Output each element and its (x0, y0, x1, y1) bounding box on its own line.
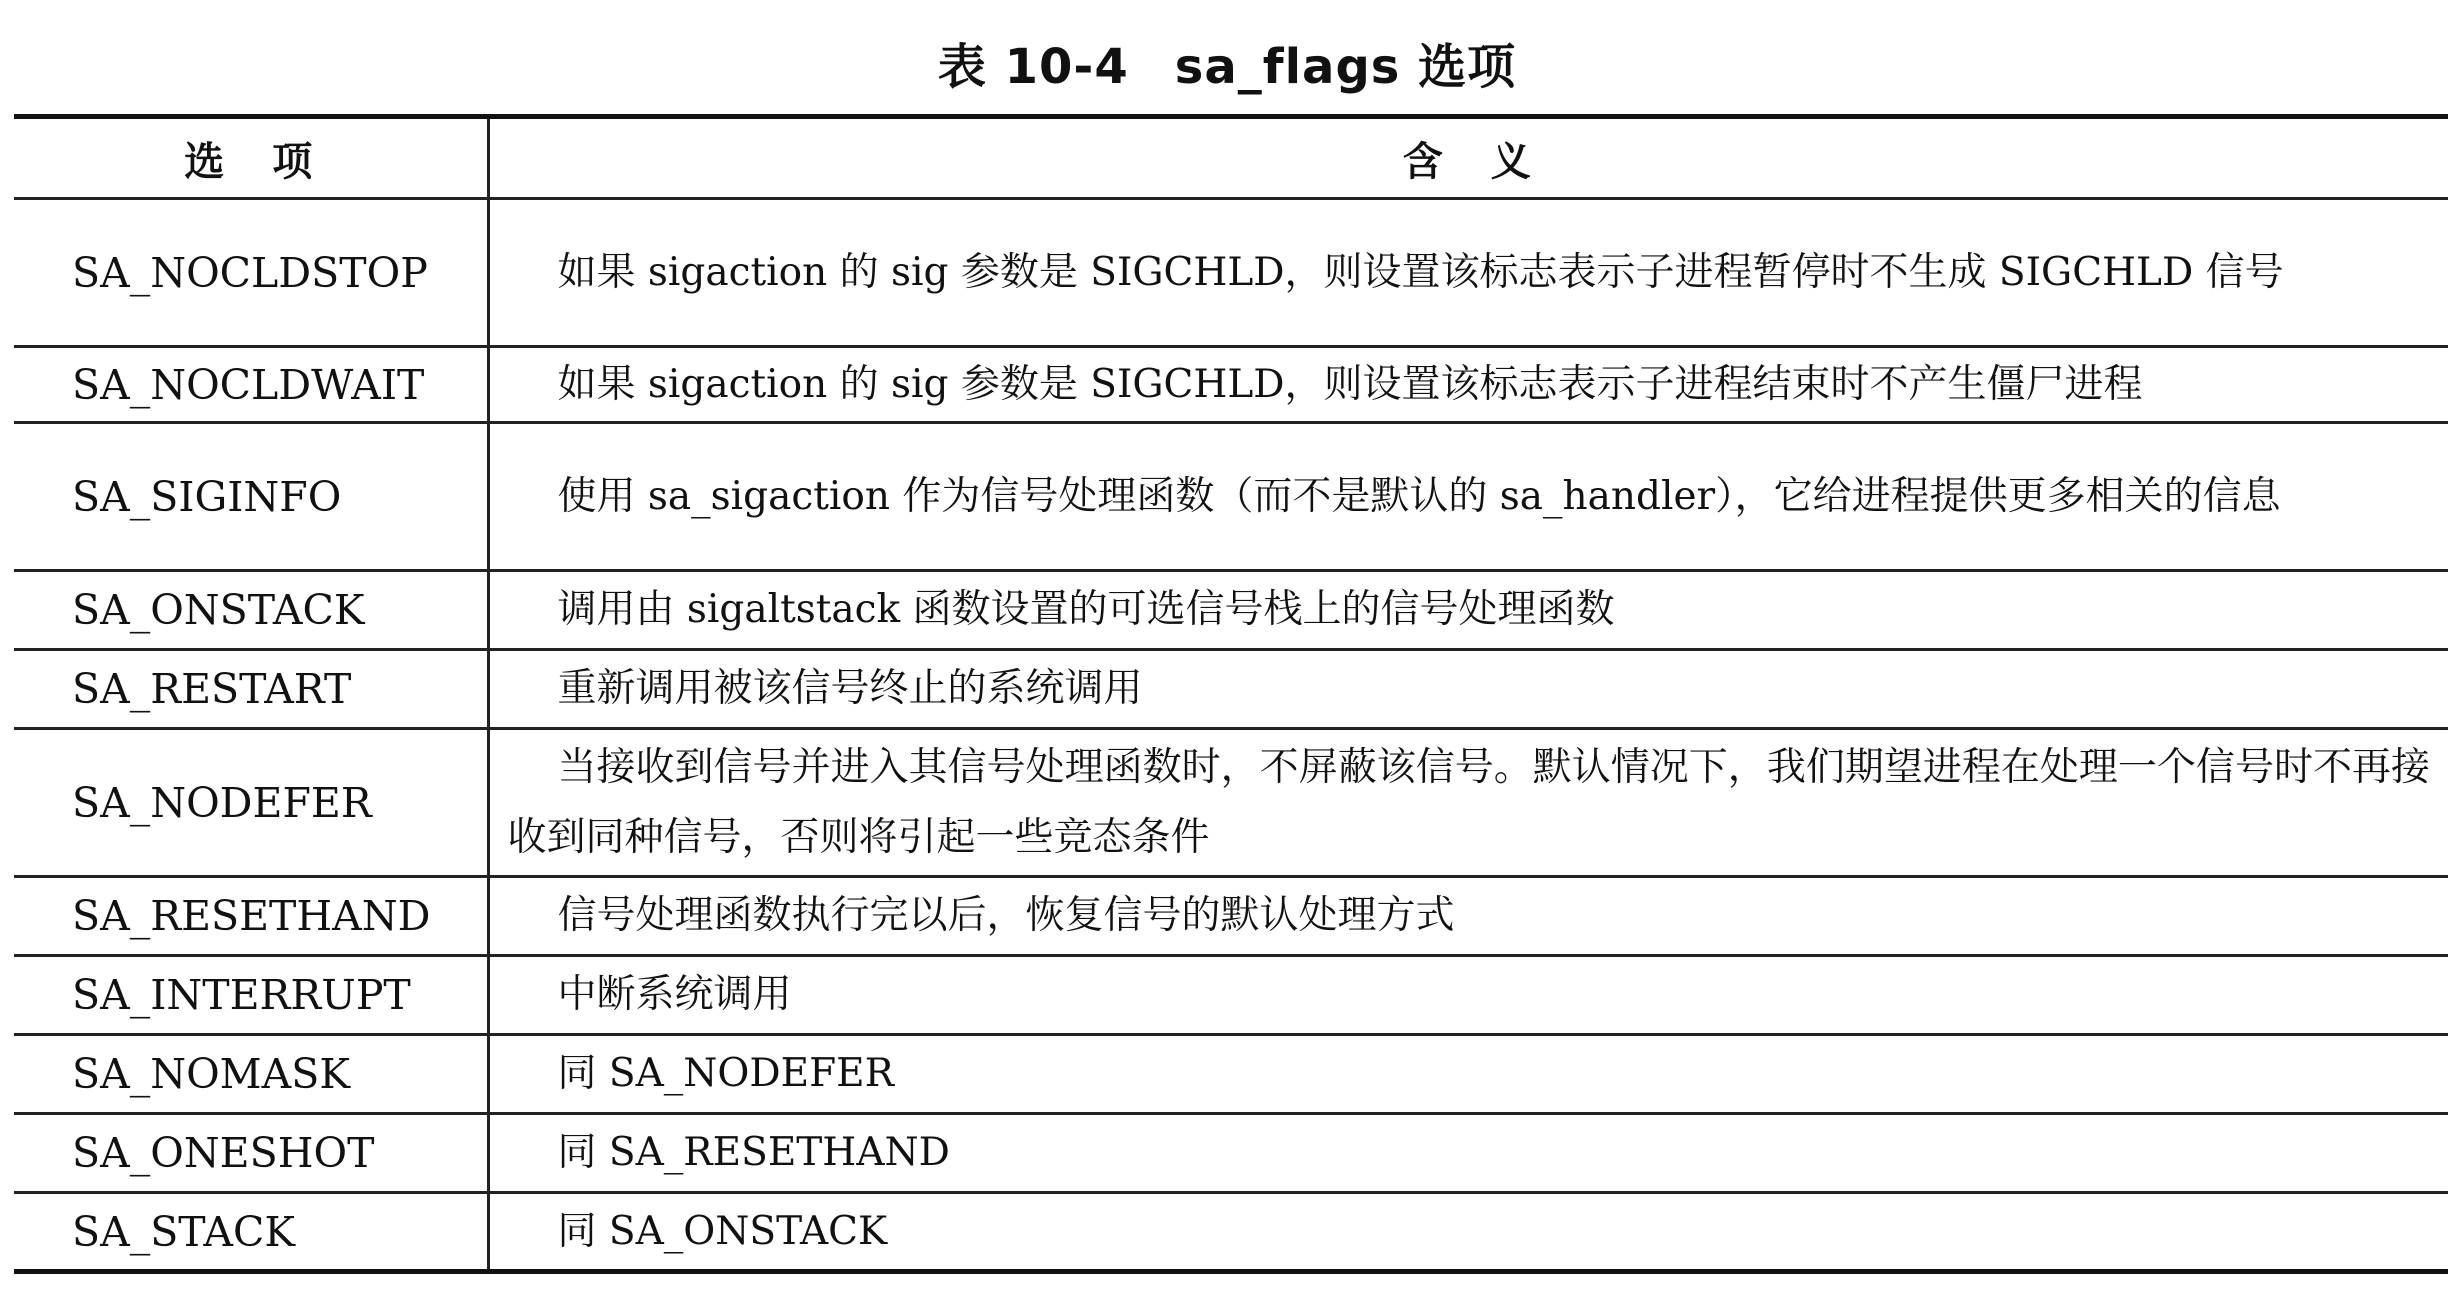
header-option: 选 项 (14, 117, 488, 199)
table-row (14, 347, 2448, 423)
meaning-cell: 同 SA_RESETHAND (488, 1114, 2448, 1193)
meaning-cell: 中断系统调用 (488, 956, 2448, 1035)
option-cell: SA_NOCLDWAIT (14, 347, 488, 423)
meaning-cell: 重新调用被该信号终止的系统调用 (488, 650, 2448, 729)
option-cell: SA_NOMASK (14, 1035, 488, 1114)
option-cell: SA_ONESHOT (14, 1114, 488, 1193)
meaning-cell: 调用由 sigaltstack 函数设置的可选信号栈上的信号处理函数 (488, 571, 2448, 650)
table-row (14, 1114, 2448, 1193)
option-cell: SA_RESTART (14, 650, 488, 729)
option-cell: SA_NODEFER (14, 729, 488, 877)
meaning-cell: 如果 sigaction 的 sig 参数是 SIGCHLD，则设置该标志表示子进程结束时不产生僵尸进程 (488, 347, 2448, 423)
meaning-cell: 使用 sa_sigaction 作为信号处理函数（而不是默认的 sa_handler），它给进程提供更多相关的信息 (488, 423, 2448, 571)
table-row (14, 877, 2448, 956)
option-cell: SA_SIGINFO (14, 423, 488, 571)
table-caption (0, 28, 2454, 97)
table-row (14, 729, 2448, 877)
table-row (14, 199, 2448, 347)
meaning-cell: 信号处理函数执行完以后，恢复信号的默认处理方式 (488, 877, 2448, 956)
sa-flags-table (14, 114, 2448, 1274)
table-title: sa_flags 选项 (1174, 39, 1517, 95)
table-row (14, 650, 2448, 729)
header-meaning: 含 义 (488, 117, 2448, 199)
table-row (14, 423, 2448, 571)
option-cell: SA_INTERRUPT (14, 956, 488, 1035)
table-row (14, 571, 2448, 650)
meaning-cell: 如果 sigaction 的 sig 参数是 SIGCHLD，则设置该标志表示子进程暂停时不生成 SIGCHLD 信号 (488, 199, 2448, 347)
table-header-row (14, 117, 2448, 199)
table-row (14, 956, 2448, 1035)
option-cell: SA_STACK (14, 1193, 488, 1272)
option-cell: SA_ONSTACK (14, 571, 488, 650)
table-row (14, 1035, 2448, 1114)
table-row (14, 1193, 2448, 1272)
table-number: 表 10-4 (937, 39, 1129, 95)
meaning-cell: 当接收到信号并进入其信号处理函数时，不屏蔽该信号。默认情况下，我们期望进程在处理一个信号时不再接收到同种信号，否则将引起一些竞态条件 (488, 729, 2448, 877)
option-cell: SA_NOCLDSTOP (14, 199, 488, 347)
meaning-cell: 同 SA_ONSTACK (488, 1193, 2448, 1272)
option-cell: SA_RESETHAND (14, 877, 488, 956)
meaning-cell: 同 SA_NODEFER (488, 1035, 2448, 1114)
